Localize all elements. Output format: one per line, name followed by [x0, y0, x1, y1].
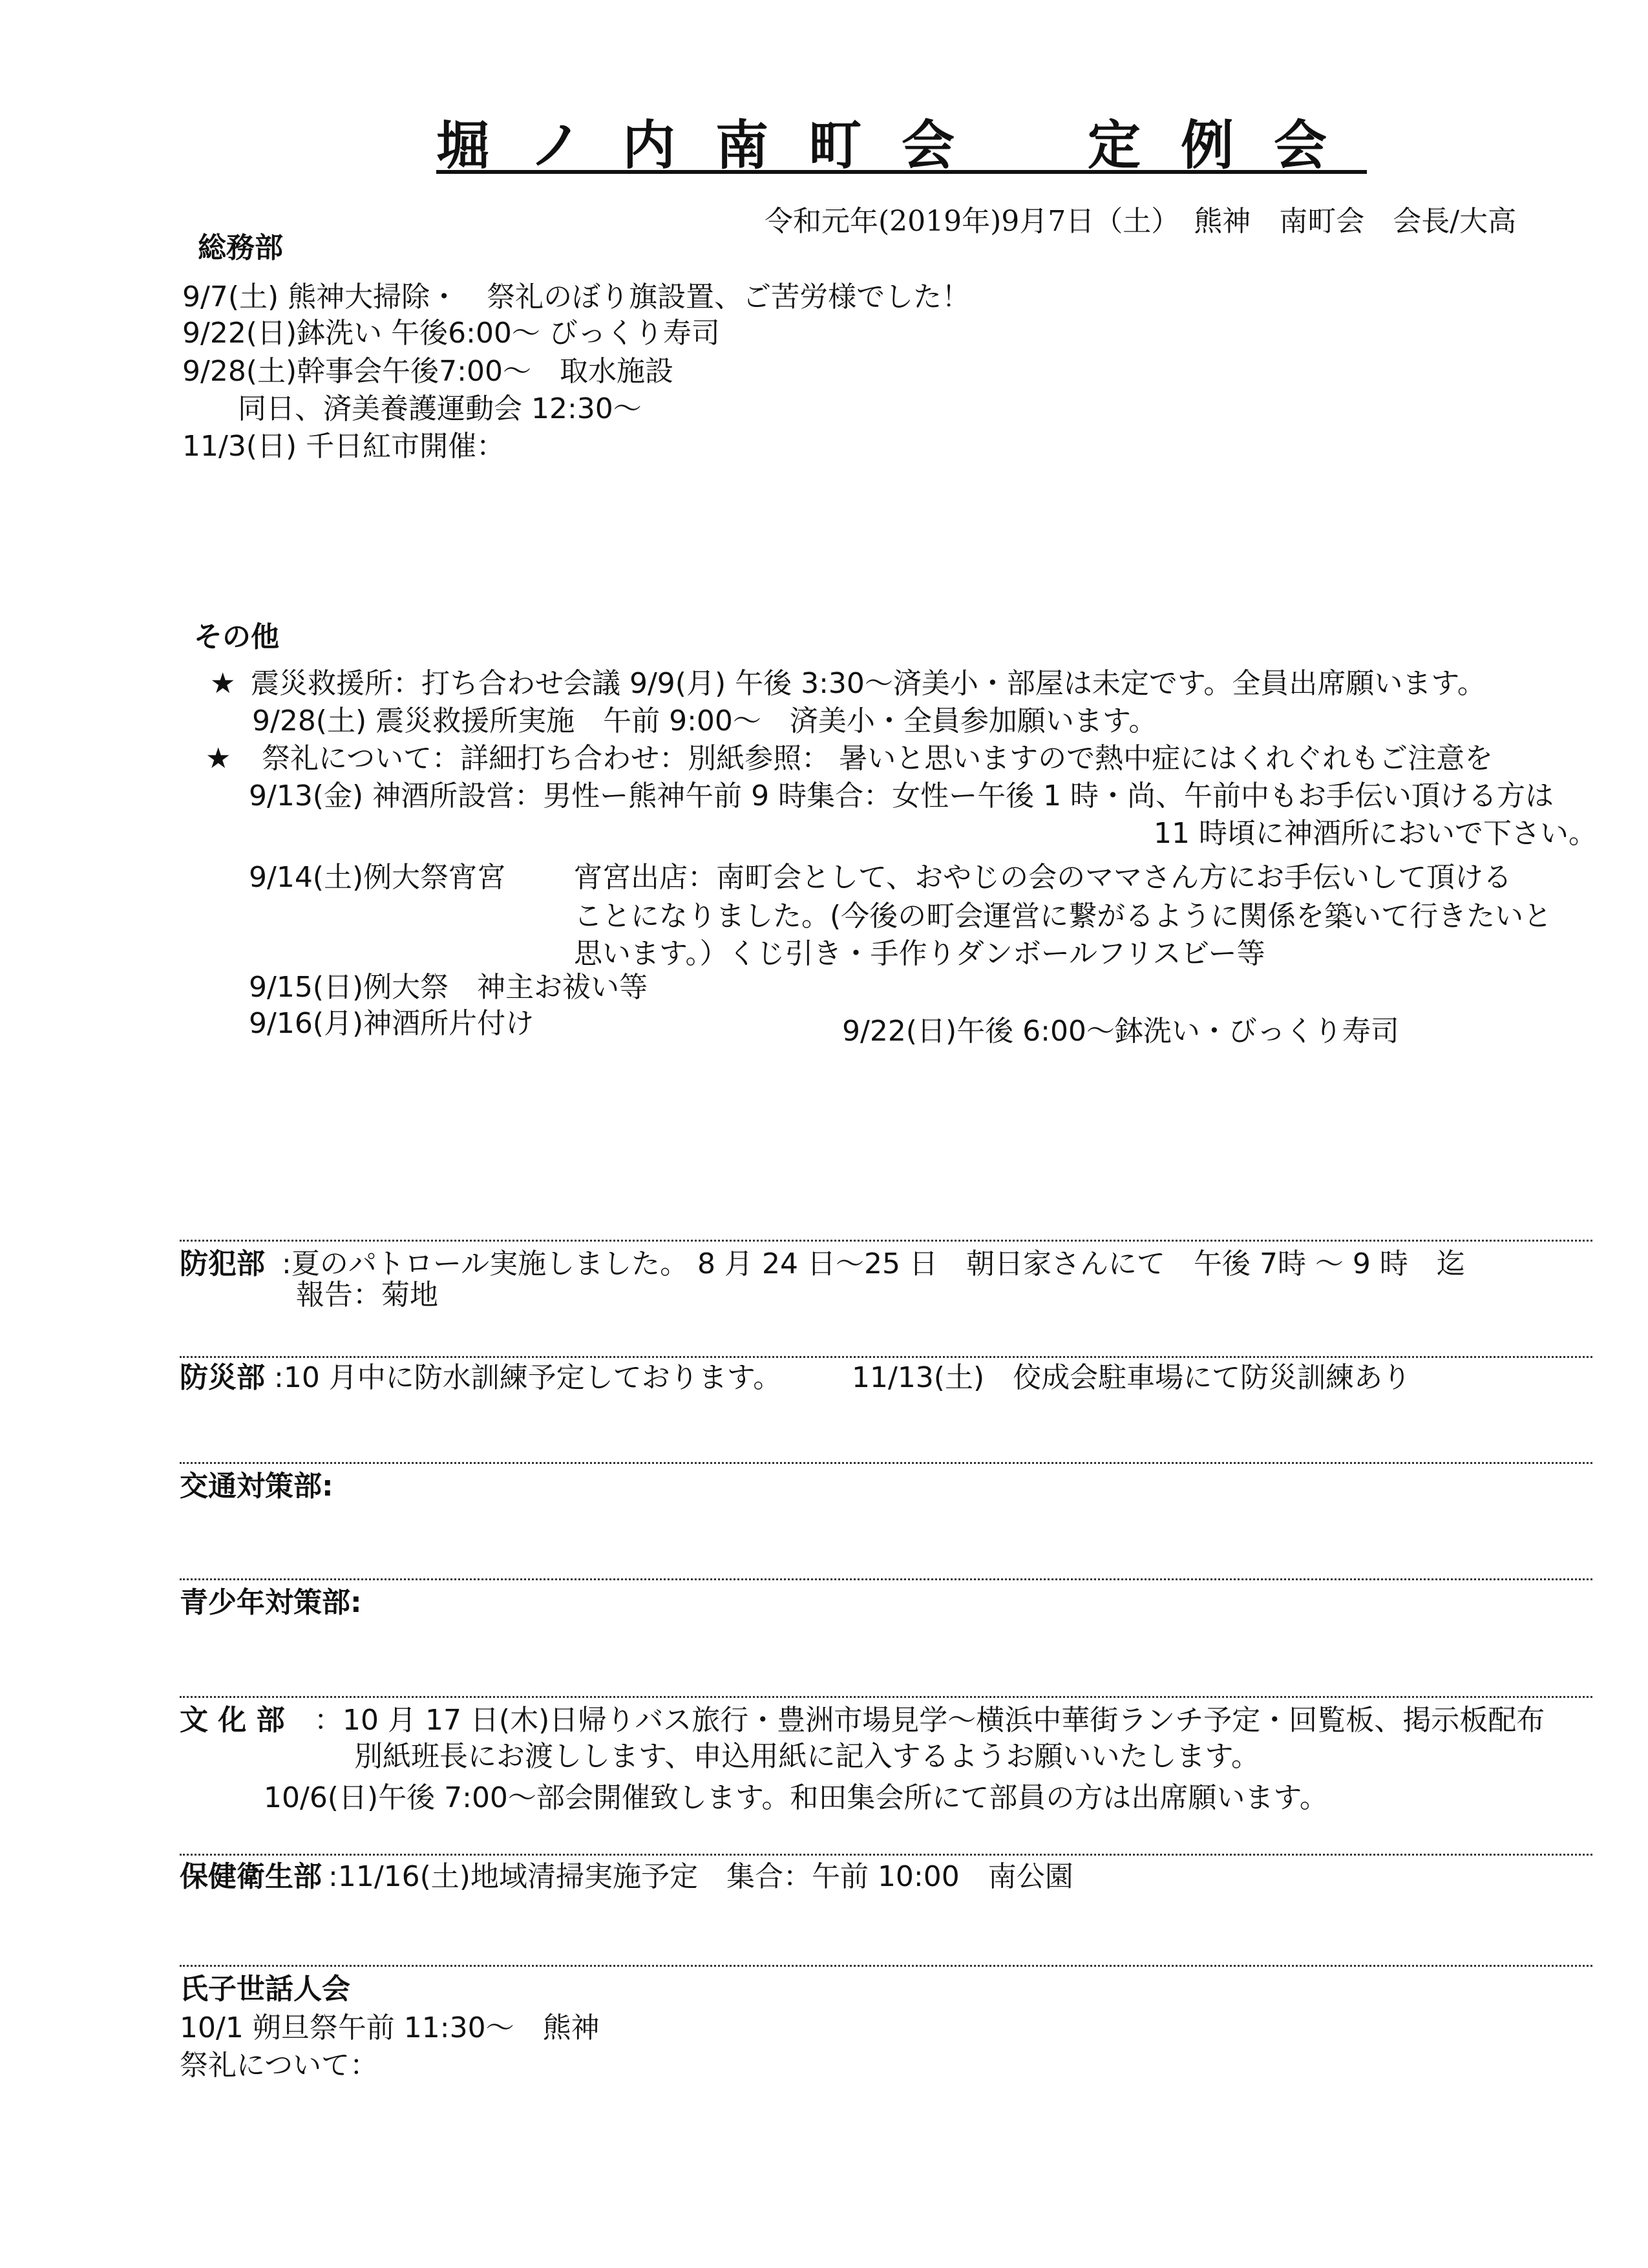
seishounen-heading: 青少年対策部: — [180, 1586, 362, 1619]
section-divider — [180, 1240, 1592, 1242]
sonota-heading: その他 — [194, 620, 279, 653]
sonota-line-2: 9/28(土) 震災救援所実施 午前 9:00～ 済美小・全員参加願います。 — [252, 705, 1157, 737]
bunka-line-3: 10/6(日)午後 7:00～部会開催致します。和田集会所にて部員の方は出席願います。 — [264, 1781, 1328, 1814]
section-divider — [180, 1462, 1592, 1464]
section-divider — [180, 1696, 1592, 1698]
section-divider — [180, 1965, 1592, 1967]
bouhan-line-2: 報告：菊地 — [296, 1278, 438, 1311]
star-icon: ★ — [210, 667, 236, 700]
bouhan-heading: 防犯部 — [180, 1247, 265, 1280]
sonota-line-7: ことになりました。(今後の町会運営に繋がるように関係を築いて行きたいと — [574, 900, 1552, 933]
hoken-heading: 保健衛生部 — [180, 1860, 322, 1893]
koutsuu-heading: 交通対策部: — [180, 1470, 333, 1503]
ujiko-line-1: 10/1 朔旦祭午前 11:30～ 熊神 — [180, 2011, 600, 2044]
soumu-line-5: 11/3(日) 千日紅市開催： — [182, 430, 505, 463]
section-divider — [180, 1578, 1592, 1580]
bousai-line-1: :10 月中に防水訓練予定しております。 — [274, 1361, 782, 1394]
bunka-line-1: ：10 月 17 日(木)日帰りバス旅行・豊洲市場見学～横浜中華街ランチ予定・回覧板、掲示板配布 — [314, 1704, 1545, 1737]
bouhan-line-1: :夏のパトロール実施しました。 8 月 24 日～25 日 朝日家さんにて 午後 7時 ～ 9 時 迄 — [282, 1247, 1465, 1280]
hoken-line-1: :11/16(土)地域清掃実施予定 集合：午前 10:00 南公園 — [328, 1860, 1073, 1893]
soumu-line-2: 9/22(日)鉢洗い 午後6:00～ びっくり寿司 — [182, 317, 720, 350]
sonota-line-10b: 9/22(日)午後 6:00～鉢洗い・びっくり寿司 — [842, 1015, 1399, 1048]
sonota-line-1: 震災救援所：打ち合わせ会議 9/9(月) 午後 3:30～済美小・部屋は未定です。全員出席願います。 — [251, 667, 1486, 700]
page-title: 堀ノ内南町会 定例会 — [436, 115, 1368, 176]
bunka-heading: 文 化 部 — [180, 1704, 285, 1737]
ujiko-heading: 氏子世話人会 — [180, 1973, 350, 2006]
star-icon: ★ — [206, 742, 231, 775]
sonota-line-3: 祭礼について：詳細打ち合わせ：別紙参照： 暑いと思いますので熱中症にはくれぐれもご注意を — [262, 742, 1494, 775]
ujiko-line-2: 祭礼について： — [180, 2049, 379, 2082]
sonota-line-5: 11 時頃に神酒所においで下さい。 — [1154, 817, 1597, 850]
sonota-line-6b: 宵宮出店：南町会として、おやじの会のママさん方にお手伝いして頂ける — [574, 861, 1512, 894]
section-divider — [180, 1356, 1592, 1358]
sonota-line-9: 9/15(日)例大祭 神主お祓い等 — [249, 971, 648, 1004]
bousai-heading: 防災部 — [180, 1361, 265, 1394]
bunka-line-2: 別紙班長にお渡しします、申込用紙に記入するようお願いいたします。 — [354, 1740, 1260, 1773]
soumu-line-4: 同日、済美養護運動会 12:30～ — [238, 392, 642, 425]
dateline: 令和元年(2019年)9月7日（土） 熊神 南町会 会長/大高 — [765, 205, 1517, 238]
sonota-line-10a: 9/16(月)神酒所片付け — [249, 1007, 534, 1040]
soumu-line-1: 9/7(土) 熊神大掃除・ 祭礼のぼり旗設置、ご苦労様でした！ — [182, 281, 971, 313]
sonota-line-8: 思います。）くじ引き・手作りダンボールフリスビー等 — [574, 937, 1265, 970]
sonota-line-4: 9/13(金) 神酒所設営：男性ー熊神午前 9 時集合：女性ー午後 1 時・尚、午前中もお手伝い頂ける方は — [249, 779, 1554, 812]
section-divider — [180, 1854, 1592, 1856]
soumu-line-3: 9/28(土)幹事会午後7:00～ 取水施設 — [182, 355, 673, 388]
soumu-heading: 総務部 — [198, 231, 283, 264]
bousai-line-2: 11/13(土) 佼成会駐車場にて防災訓練あり — [852, 1361, 1411, 1394]
sonota-line-6a: 9/14(土)例大祭宵宮 — [249, 861, 506, 894]
